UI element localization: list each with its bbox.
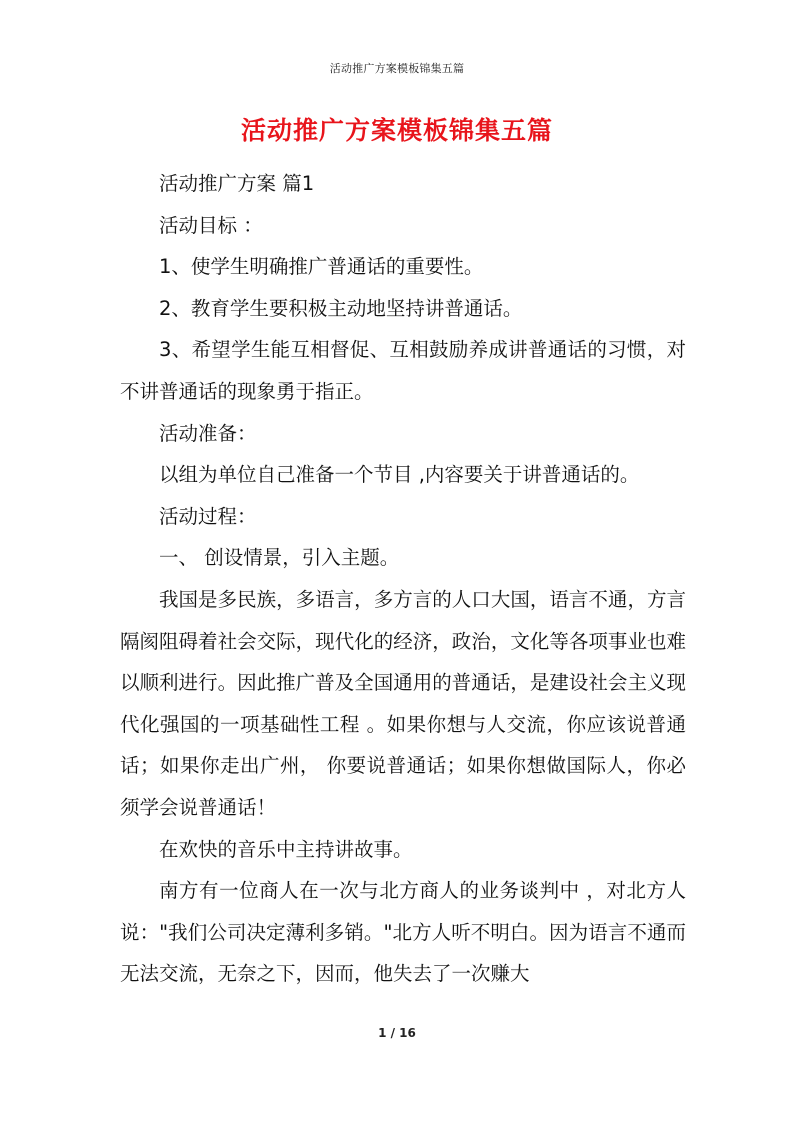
document-title: 活动推广方案模板锦集五篇 <box>240 116 553 145</box>
paragraph: 3、希望学生能互相督促、互相鼓励养成讲普通话的习惯，对不讲普通话的现象勇于指正。 <box>120 338 686 403</box>
paragraph: 活动目标 ： <box>159 213 263 237</box>
page-number: 1 / 16 <box>378 1026 416 1040</box>
paragraph: 活动准备： <box>159 421 257 445</box>
paragraph: 我国是多民族，多语言，多方言的人口大国，语言不通，方言隔阂阻碍着社会交际，现代化的经济，政治，文化等各项事业也难以顺利进行。因此推广普及全国通用的普通话，是建设社会主义现代化强国的一项基础性工程 。如果你想与人交流，你应该说普通话；如果你走出广州， 你要说普通话；如果你想做国际人，你必须学会说普通话！ <box>120 587 686 819</box>
paragraph: 一、 创设情景，引入主题。 <box>159 546 400 570</box>
paragraph: 2、教育学生要积极主动地坚持讲普通话。 <box>159 296 523 320</box>
paragraph: 以组为单位自己准备一个节目 ,内容要关于讲普通话的。 <box>159 463 640 487</box>
document-body <box>120 163 686 995</box>
paragraph: 在欢快的音乐中主持讲故事。 <box>159 837 413 861</box>
paragraph: 活动过程： <box>159 504 257 528</box>
section-heading: 活动推广方案 篇1 <box>159 172 315 195</box>
running-header: 活动推广方案模板锦集五篇 <box>329 62 465 75</box>
paragraph: 1、使学生明确推广普通话的重要性。 <box>159 255 484 279</box>
paragraph: 南方有一位商人在一次与北方商人的业务谈判中 ，对北方人说："我们公司决定薄利多销。"北方人听不明白。因为语言不通而无法交流，无奈之下，因而，他失去了一次赚大 <box>120 879 686 986</box>
